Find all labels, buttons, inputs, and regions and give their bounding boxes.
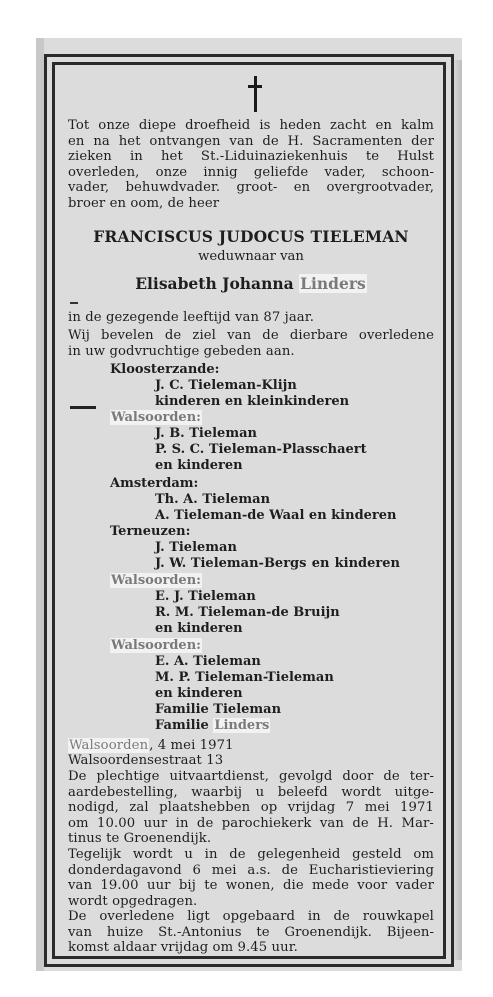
viewing-line: van huize St.-Antonius te Groenendijk. Bijeen- [68,924,434,940]
family-member: Th. A. Tieleman [155,492,271,507]
deceased-name: FRANCISCUS JUDOCUS TIELEMAN [93,227,409,246]
wife-name [68,274,434,293]
cross-icon [248,76,262,112]
service-line: De plechtige uitvaartdienst, gevolgd door de ter- [68,769,434,784]
family-member: M. P. Tieleman-Tieleman [155,670,334,685]
print-dash [70,406,96,409]
intro-line: en na het ontvangen van de H. Sacramenten der [68,133,434,149]
family-place: Walsoorden: [111,410,201,425]
service-line: aardebestelling, waarbij u beleefd wordt uitge- [68,784,434,800]
family-member: en kinderen [155,458,243,473]
prayer-line: in uw godvruchtige gebeden aan. [68,343,295,359]
family-member: A. Tieleman-de Waal en kinderen [155,508,397,523]
viewing-line: komst aldaar vrijdag om 9.45 uur. [68,940,298,956]
family-place: Walsoorden: [111,638,201,653]
address: Walsoordensestraat 13 [68,753,224,768]
service-line: nodigd, zal plaatshebben op vrijdag 7 mei 1971 [68,800,434,816]
family-member: Familie Linders [155,718,270,733]
intro-paragraph [68,118,434,212]
eucharist-line: Tegelijk wordt u in de gelegenheid gesteld om [68,847,434,862]
eucharist-line: van 19.00 uur bij te wonen, die mede voor vader [68,878,434,894]
intro-line: zieken in het St.-Liduinaziekenhuis te Hulst [68,149,434,165]
intro-line: vader, behuwdvader. groot- en overgrootvader, [68,180,434,196]
family-member: Familie Tieleman [155,702,282,717]
family-place: Terneuzen: [110,524,191,539]
viewing-paragraph [68,909,434,956]
widower-of: weduwnaar van [198,249,304,264]
family-member: J. Tieleman [155,540,237,555]
family-place: Amsterdam: [110,476,199,491]
family-place: Kloosterzande: [110,362,220,377]
eucharist-line: wordt opgedragen. [68,893,198,909]
age-line: in de gezegende leeftijd van 87 jaar. [68,310,314,325]
service-paragraph [68,769,434,847]
family-place: Walsoorden: [111,573,201,588]
family-member: P. S. C. Tieleman-Plasschaert [155,442,367,457]
place-name: Walsoorden [69,738,149,753]
scan-edge-right [454,60,462,960]
viewing-line: De overledene ligt opgebaard in de rouwkapel [68,909,434,924]
family-member: J. C. Tieleman-Klijn [155,378,297,393]
prayer-line: Wij bevelen de ziel van de dierbare overledene [68,328,434,343]
service-line: om 10.00 uur in de parochiekerk van de H. Mar- [68,815,434,831]
eucharist-paragraph [68,847,434,909]
intro-line: Tot onze diepe droefheid is heden zacht en kalm [68,118,434,133]
family-member: kinderen en kleinkinderen [155,394,350,409]
family-member: R. M. Tieleman-de Bruijn [155,605,340,620]
family-member: E. A. Tieleman [155,654,261,669]
prayer-paragraph [68,328,434,359]
family-member: en kinderen [155,686,243,701]
service-line: tinus te Groenendijk. [68,831,212,847]
eucharist-line: donderdagavond 6 mei a.s. de Eucharistieviering [68,862,434,878]
scan-edge-left [36,38,44,971]
place-date [68,738,434,754]
wife-first-name: Elisabeth Johanna [135,274,300,293]
wife-last-name: Linders [300,274,366,293]
intro-line: overleden, onze innig geliefde vader, schoon- [68,164,434,180]
date: , 4 mei 1971 [149,738,234,753]
print-mark [70,302,78,304]
family-member: E. J. Tieleman [155,589,256,604]
family-member: J. B. Tieleman [155,426,257,441]
family-member: en kinderen [155,621,243,636]
family-member: J. W. Tieleman-Bergs en kinderen [155,556,400,571]
intro-line: broer en oom, de heer [68,195,220,211]
